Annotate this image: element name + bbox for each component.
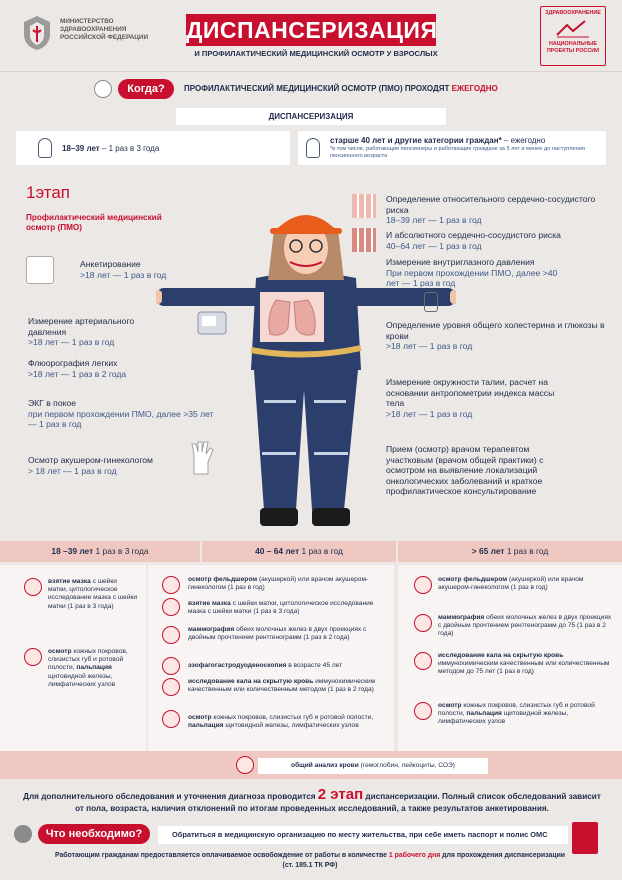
checklist-icon [14, 825, 32, 843]
when-text [184, 84, 498, 93]
right-item-2 [386, 230, 606, 251]
col2-item-3 [188, 626, 388, 642]
right-item-sub: >18 лет — 1 раз в год [386, 408, 473, 419]
col2-item-5 [188, 678, 388, 694]
right-item-1 [386, 194, 606, 226]
table-header-18-39 [0, 541, 200, 562]
page-title: ДИСПАНСЕРИЗАЦИЯ [186, 14, 436, 46]
right-item-title: И абсолютного сердечно-сосудистого риска [386, 230, 561, 240]
left-item-title: Флюорография легких [28, 358, 118, 368]
col1-item-1-rest: с шейки матки, цитологическое исследование мазка с шейки матки (1 раз в 3 года) [48, 578, 138, 610]
person-icon [38, 138, 52, 158]
gyn-chair-icon [162, 576, 180, 594]
col1-item-2 [48, 648, 140, 689]
col2-item-2 [188, 600, 388, 616]
glove-icon [188, 438, 216, 476]
col2-item-6-bold2: пальпация [188, 722, 224, 730]
col3-item-1 [438, 576, 614, 592]
col3-item-1-rest: (акушеркой) или врачом акушером-гинекологом (1 раз в год) [438, 576, 584, 592]
age-18-39-text [62, 144, 159, 153]
col3-item-3 [438, 652, 616, 677]
left-item-sub: >18 лет — 1 раз в год [28, 337, 115, 347]
right-item-4 [386, 320, 606, 352]
left-item-5 [28, 455, 178, 476]
col2-item-2-bold: взятие мазка [188, 600, 231, 607]
when-text-red: ЕЖЕГОДНО [451, 84, 498, 93]
col2-item-1-rest: (акушеркой) или врачом акушером- гинекологом (1 раз в год) [188, 576, 369, 592]
ministry-emblem-icon [20, 14, 54, 52]
mammography-icon [162, 626, 180, 644]
note-red: 1 рабочего дня [388, 852, 441, 859]
elderly-person-icon [306, 138, 320, 158]
age1-bold: 18–39 лет [62, 144, 100, 153]
when-label: Когда? [118, 79, 174, 99]
col3-header-rest: 1 раз в год [504, 546, 549, 556]
col2-item-1 [188, 576, 388, 592]
right-item-title: Определение относительного сердечно-сосудистого риска [386, 194, 596, 215]
col3-item-4-bold2: пальпация [466, 710, 502, 718]
col3-item-2 [438, 614, 616, 639]
col2-item-6-rest: кожных покровов, слизистых губ и ротовой полости, [211, 714, 374, 721]
gyn-chair-icon [414, 576, 432, 594]
left-item-title: Анкетирование [80, 259, 141, 269]
table-header-65-plus [398, 541, 622, 562]
right-item-title: Измерение окружности талии, расчет на основании антропометрии индекса массы тела [386, 377, 555, 408]
exam-icon [24, 648, 42, 666]
col2-item-5-rest: иммунохимическим качественным или количественным методом (1 раз в 2 года) [188, 678, 376, 694]
stage2-note [22, 786, 602, 815]
left-item-title: Осмотр акушером-гинекологом [28, 455, 153, 465]
left-item-1 [80, 259, 210, 280]
left-item-sub: > 18 лет — 1 раз в год [28, 465, 117, 476]
mammography-icon [414, 614, 432, 632]
np-logo-arrows-icon [553, 19, 593, 39]
col2-header-rest: 1 раз в год [299, 546, 343, 556]
col3-item-2-rest: обеих молочных желез в двух проекциях с двойным прочтением рентгенограмм до 75 (1 раз в 2 года) [438, 614, 612, 638]
test-tube-icon [162, 678, 180, 696]
np-logo-main-text: НАЦИОНАЛЬНЫЕ ПРОЕКТЫ РОССИИ [547, 41, 599, 54]
left-item-sub: >18 лет — 1 раз в год [80, 269, 167, 280]
dispanserization-label: ДИСПАНСЕРИЗАЦИЯ [176, 108, 446, 125]
footer-part2: диспансеризации. Полный список обследований зависит от пола, возраста, наличия отклонений по итогам проведенных исследований, а также результатов анкетирования. [75, 792, 601, 813]
col1-header-rest: 1 раз в 3 года [93, 546, 149, 556]
left-item-sub: при первом прохождении ПМО, далее >35 лет — 1 раз в год [28, 408, 214, 429]
questionnaire-icon [26, 256, 54, 284]
col2-item-6 [188, 714, 388, 730]
col2-item-4 [188, 662, 388, 670]
col2-item-3-bold: маммография [188, 626, 235, 633]
np-logo-top-text: ЗДРАВООХРАНЕНИЕ [545, 10, 601, 16]
stage2-label: 2 этап [317, 786, 364, 803]
col2-header-bold: 40 – 64 лет [255, 546, 300, 556]
right-item-3 [386, 257, 606, 289]
glucometer-icon [424, 292, 438, 312]
test-tube-icon [414, 652, 432, 670]
right-item-sub: 40–64 лет — 1 раз в год [386, 240, 482, 251]
col2-item-4-bold: эзофагогастродуоденоскопия [188, 662, 287, 669]
col2-item-6-rest2: щитовидной железы, лимфатических узлов [223, 722, 359, 730]
age2-bold: старше 40 лет и другие категории граждан* [330, 136, 502, 145]
col1-item-2-bold2: пальпация [76, 664, 112, 672]
what-needed-label: Что необходимо? [38, 824, 150, 844]
col3-item-4-rest: кожных покровов, слизистых губ и ротовой полости, [438, 702, 595, 718]
smear-icon [24, 578, 42, 596]
col3-item-4-rest2: щитовидной железы, лимфатических узлов [438, 710, 569, 726]
col1-header-bold: 18 –39 лет [51, 546, 94, 556]
when-text-main: ПРОФИЛАКТИЧЕСКИЙ МЕДИЦИНСКИЙ ОСМОТР (ПМО) ПРОХОДЯТ [184, 84, 452, 93]
stage1-title: 1этап [26, 183, 71, 202]
calendar-icon [94, 80, 112, 98]
note-part2: для прохождения диспансеризации (ст. 185.1 ТК РФ) [282, 852, 566, 869]
table-header-40-64 [202, 541, 396, 562]
left-item-2 [28, 316, 168, 348]
col3-item-3-rest: иммунохимическим качественным или количественным методом до 75 лет (1 раз в год) [438, 660, 610, 676]
left-item-title: Измерение артериального давления [28, 316, 135, 337]
col2-item-4-rest: в возрасте 45 лет [286, 662, 343, 669]
blood-bold: общий анализ крови [291, 762, 359, 769]
col1-item-1-bold: взятие мазка [48, 578, 91, 585]
left-item-title: ЭКГ в покое [28, 398, 77, 408]
col3-item-1-bold: осмотр фельдшером [438, 576, 508, 583]
what-needed-text: Обратиться в медицинскую организацию по месту жительства, при себе иметь паспорт и полис ОМС [158, 826, 568, 844]
col3-item-4-bold: осмотр [438, 702, 462, 709]
right-item-title: Определение уровня общего холестерина и глюкозы в крови [386, 320, 605, 341]
right-item-title: Измерение внутриглазного давления [386, 257, 535, 267]
passport-icon [572, 822, 598, 854]
col2-item-5-bold: исследование кала на скрытую кровь [188, 678, 314, 685]
risk-grid-abs-icon [352, 228, 376, 252]
blood-test-label [258, 758, 488, 774]
col3-header-bold: > 65 лет [471, 546, 505, 556]
blood-drop-icon [236, 756, 254, 774]
col2-item-1-bold: осмотр фельдшером [188, 576, 258, 583]
col2-item-2-rest: с шейки матки, цитологическое исследование мазка с шейки матки (1 раз в 3 года) [188, 600, 374, 616]
work-leave-note [50, 851, 570, 871]
exam-icon [414, 702, 432, 720]
left-item-sub: >18 лет — 1 раз в 2 года [28, 368, 127, 379]
right-item-5 [386, 377, 566, 419]
right-item-sub: 18–39 лет — 1 раз в год [386, 215, 482, 225]
exam-icon [162, 710, 180, 728]
left-item-4 [28, 398, 218, 430]
col1-item-1 [48, 578, 138, 611]
ministry-name: МИНИСТЕРСТВО ЗДРАВООХРАНЕНИЯ РОССИЙСКОЙ ФЕДЕРАЦИИ [60, 18, 149, 41]
endoscopy-icon [162, 657, 180, 675]
age1-rest: – 1 раз в 3 года [99, 144, 160, 153]
col1-item-2-rest: кожных покровов, слизистых губ и ротовой полости, [48, 648, 128, 672]
right-item-6 [386, 444, 566, 497]
page-subtitle: И ПРОФИЛАКТИЧЕСКИЙ МЕДИЦИНСКИЙ ОСМОТР У ВЗРОСЛЫХ [194, 49, 438, 58]
age2-rest: – ежегодно [501, 136, 546, 145]
col2-item-3-rest: обеих молочных желез в двух проекциях с двойным прочтением рентгенограмм (1 раз в 2 года) [188, 626, 367, 642]
col2-item-6-bold: осмотр [188, 714, 212, 721]
col1-item-2-bold: осмотр [48, 648, 72, 655]
col3-item-4 [438, 702, 616, 727]
right-item-sub: При первом прохождении ПМО, далее >40 лет — 1 раз в год [386, 267, 558, 288]
age-40-plus-text [330, 136, 545, 145]
col3-item-3-bold: исследование кала на скрытую кровь [438, 652, 564, 659]
right-item-title: Прием (осмотр) врачом терапевтом участковым (врачом общей практики) с осмотром на выявление локализаций онкологических заболеваний и краткое профилактическое консультирование [386, 444, 544, 496]
footer-part1: Для дополнительного обследования и уточнения диагноза проводится [23, 792, 318, 801]
risk-grid-icon [352, 194, 376, 218]
national-projects-logo [540, 6, 606, 66]
stage1-subtitle: Профилактический медицинский осмотр (ПМО) [26, 213, 162, 232]
right-item-sub: >18 лет — 1 раз в год [386, 341, 473, 351]
note-part1: Работающим гражданам предоставляется оплачиваемое освобождение от работы в количестве [54, 852, 389, 859]
col1-item-2-rest2: щитовидной железы, лимфатических узлов [48, 672, 116, 688]
col3-item-2-bold: маммография [438, 614, 485, 621]
blood-rest: (гемоглобин, лейкоциты, СОЭ) [358, 762, 455, 769]
age2-footnote: *в том числе, работающие пенсионеры и работающие граждане за 5 лет и менее до наступления пенсионного возраста [330, 146, 585, 159]
left-item-3 [28, 358, 178, 379]
smear-icon [162, 598, 180, 616]
